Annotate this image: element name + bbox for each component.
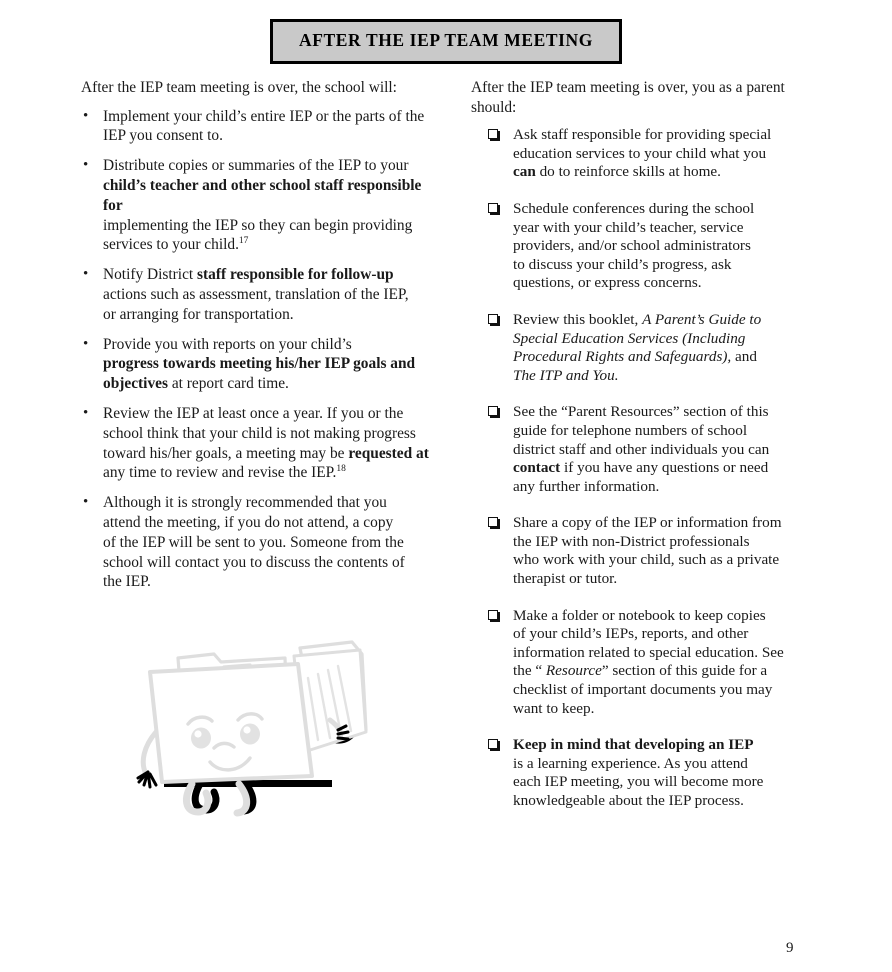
text-run: Resource” section of this guide for a [545,662,768,680]
checkbox-icon [488,406,498,416]
checkbox-icon [488,314,498,324]
eye-right [240,724,260,745]
bullet-icon: • [83,266,89,283]
parent-responsibilities-list [471,126,815,810]
text-line [103,156,439,176]
text-run: school think that your child is not making progress [103,424,416,442]
text-run: therapist or tutor. [513,570,618,588]
text-run: A Parent’s Guide to [642,310,762,328]
text-run: district staff and other individuals you can [513,440,770,458]
text-run: information related to special education. See [513,643,784,661]
list-item [471,736,815,810]
list-item [81,156,439,255]
text-line [513,792,815,811]
text-line [513,533,815,552]
text-run: staff responsible for follow-up [197,266,394,284]
page-header [0,19,892,64]
bullet-icon: • [83,157,89,174]
list-item [81,265,439,324]
text-line [513,422,815,441]
text-run: implementing the IEP so they can begin providing [103,216,413,234]
checkbox-icon [488,739,498,749]
list-item [81,404,439,483]
text-line [513,700,815,719]
text-line [513,200,815,219]
text-run: Special Education Services (Including [513,329,746,347]
text-line [103,513,439,533]
text-line [513,219,815,238]
text-run: if you have any questions or need [564,459,769,477]
text-run: do to reinforce skills at home. [539,163,721,181]
text-line [513,644,815,663]
list-item [471,607,815,719]
list-item [471,126,815,182]
text-run: the IEP. [103,573,151,591]
text-run: services to your child. [103,236,239,254]
page-title: AFTER THE IEP TEAM MEETING [298,30,594,50]
text-line [513,478,815,497]
text-line [513,514,815,533]
text-run: guide for telephone numbers of school [513,421,748,439]
list-item [471,403,815,496]
text-run: providers, and/or school administrators [513,237,751,255]
text-run: checklist of important documents you may [513,681,773,699]
page-number: 9 [786,940,794,956]
text-run: year with your child’s teacher, service [513,218,744,236]
text-run: each IEP meeting, you will become more [513,773,764,791]
text-line [103,126,439,146]
text-line [513,237,815,256]
text-line [103,285,439,305]
text-run: the “ [513,662,546,680]
text-line [513,441,815,460]
text-run: objectives [103,375,172,393]
bullet-icon: • [83,494,89,511]
right-lead-line-2: should: [471,98,517,116]
checkbox-icon [488,517,498,527]
right-lead-line-1: After the IEP team meeting is over, you as a parent [471,79,785,96]
text-run: toward his/her goals, a meeting may be [103,444,349,462]
left-column [81,78,439,602]
bullet-icon: • [83,335,89,352]
text-run: questions, or express concerns. [513,274,702,292]
text-line [513,662,815,681]
checkbox-icon [488,203,498,213]
text-run: Review this booklet, [513,310,643,328]
text-line [513,773,815,792]
text-line [513,367,815,386]
text-run: any further information. [513,477,660,495]
text-line [103,463,439,483]
school-responsibilities-list [81,107,439,593]
text-line [513,311,815,330]
text-run: at report card time. [171,375,289,393]
text-line [513,256,815,275]
text-line [103,553,439,573]
right-column-lead [471,78,815,117]
checkbox-icon [488,129,498,139]
text-run: Procedural Rights and Safeguards), [513,348,736,366]
text-line [103,374,439,394]
text-line [513,145,815,164]
text-run: who work with your child, such as a private [513,551,780,569]
text-run: Distribute copies or summaries of the IEP to your [103,157,409,175]
text-run: Notify District [103,266,198,284]
text-run: See the “Parent Resources” section of this [513,403,769,421]
text-line [513,459,815,478]
left-column-lead: After the IEP team meeting is over, the school will: [81,79,397,96]
text-line [103,424,439,444]
text-run: and [735,348,757,366]
text-run: is a learning experience. As you attend [513,754,748,772]
checkbox-icon [488,610,498,620]
text-line [103,354,439,374]
file-folder-cartoon-character-illustration [122,612,392,827]
text-run: contact [513,459,565,477]
text-run: or arranging for transportation. [103,305,294,323]
text-line [513,348,815,367]
text-run: to discuss your child’s progress, ask [513,255,732,273]
text-line [103,107,439,127]
footnote-marker: 18 [336,464,346,475]
text-run: any time to review and revise the IEP. [103,464,337,482]
text-line [103,533,439,553]
text-run: Share a copy of the IEP or information from [513,514,782,532]
text-run: attend the meeting, if you do not attend, a copy [103,513,394,531]
text-line [103,176,439,216]
right-column [471,78,815,829]
section-title-box [270,19,622,64]
text-line [513,625,815,644]
text-line [513,274,815,293]
eye-left [191,728,211,749]
text-line [513,736,815,755]
text-run: Review the IEP at least once a year. If you or the [103,404,404,422]
text-line [103,216,439,236]
text-run: progress towards meeting his/her IEP goals and [103,355,416,373]
text-line [103,493,439,513]
text-line [103,305,439,325]
text-run: the IEP with non-District professionals [513,532,750,550]
text-line [513,681,815,700]
text-run: Although it is strongly recommended that you [103,494,387,512]
text-run: IEP you consent to. [103,127,223,145]
text-run: child’s teacher and other school staff responsible for [103,176,422,214]
text-line [513,570,815,589]
text-run: Provide you with reports on your child’s [103,335,352,353]
list-item [471,311,815,385]
text-run: of the IEP will be sent to you. Someone from the [103,533,404,551]
bullet-icon: • [83,404,89,421]
text-run: requested at [348,444,429,462]
text-run: Keep in mind that developing an IEP [513,736,754,754]
text-line [103,335,439,355]
text-line [103,265,439,285]
text-line [513,755,815,774]
text-run: Ask staff responsible for providing special [513,126,772,144]
text-line [103,404,439,424]
text-line [513,607,815,626]
list-item [81,107,439,147]
folder-front-face-panel [150,664,312,782]
text-line [103,444,439,464]
footnote-marker: 17 [238,236,249,247]
text-line [103,235,439,255]
text-run: can [513,163,540,181]
list-item [81,493,439,592]
list-item [471,514,815,588]
text-run: knowledgeable about the IEP process. [513,792,744,809]
italic-run: Resource [545,662,602,680]
text-run: The ITP and You. [513,366,619,384]
text-line [513,403,815,422]
text-run: want to keep. [513,699,595,717]
list-item [81,335,439,394]
bullet-icon: • [83,107,89,124]
text-run: school will contact you to discuss the contents of [103,553,405,571]
text-run: actions such as assessment, translation of the IEP, [103,285,409,303]
text-line [513,163,815,182]
text-run: Make a folder or notebook to keep copies [513,606,766,624]
list-item [471,200,815,293]
text-line [513,330,815,349]
text-line [103,572,439,592]
text-run: education services to your child what you [513,144,767,162]
text-line [513,126,815,145]
text-run: Schedule conferences during the school [513,199,755,217]
text-run: of your child’s IEPs, reports, and other [513,625,749,643]
text-line [513,551,815,570]
text-run: Implement your child’s entire IEP or the parts of the [103,107,425,125]
